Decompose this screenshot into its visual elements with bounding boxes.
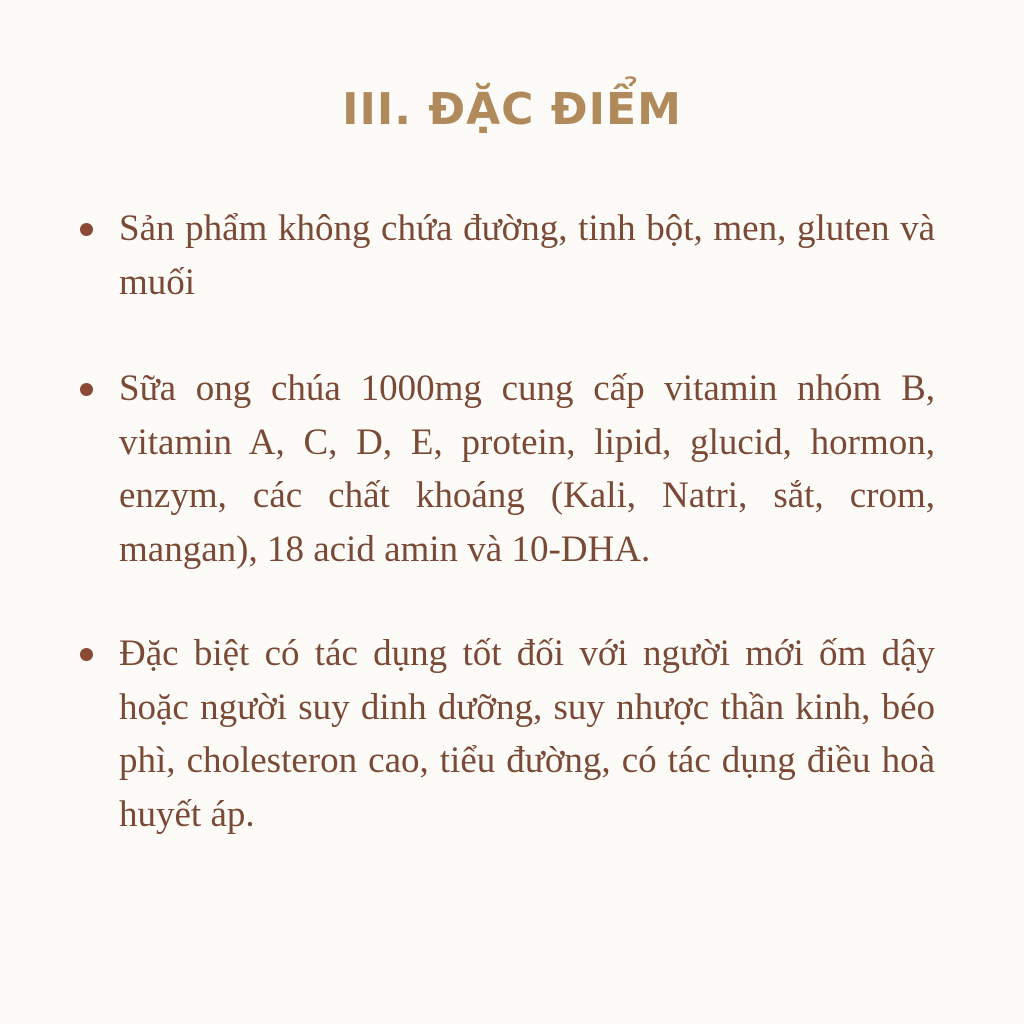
bullet-dot-icon [80, 648, 93, 661]
list-item [119, 627, 935, 841]
section-heading: III. ĐẶC ĐIỂM [342, 84, 682, 135]
list-item-text: Sữa ong chúa 1000mg cung cấp vitamin nhóm B, vitamin A, C, D, E, protein, lipid, glucid, hormon, enzym, các chất khoáng (Kali, Natri, sắt, crom, mangan), 18 acid amin và 10-DHA. [119, 368, 935, 570]
list-item [119, 362, 935, 576]
bullet-dot-icon [80, 223, 93, 236]
list-item [119, 202, 935, 309]
list-item-text: Đặc biệt có tác dụng tốt đối với người mới ốm dậy hoặc người suy dinh dưỡng, suy nhược thần kinh, béo phì, cholesteron cao, tiểu đường, có tác dụng điều hoà huyết áp. [119, 633, 935, 835]
list-item-text: Sản phẩm không chứa đường, tinh bột, men, gluten và muối [119, 208, 935, 303]
bullet-dot-icon [80, 383, 93, 396]
